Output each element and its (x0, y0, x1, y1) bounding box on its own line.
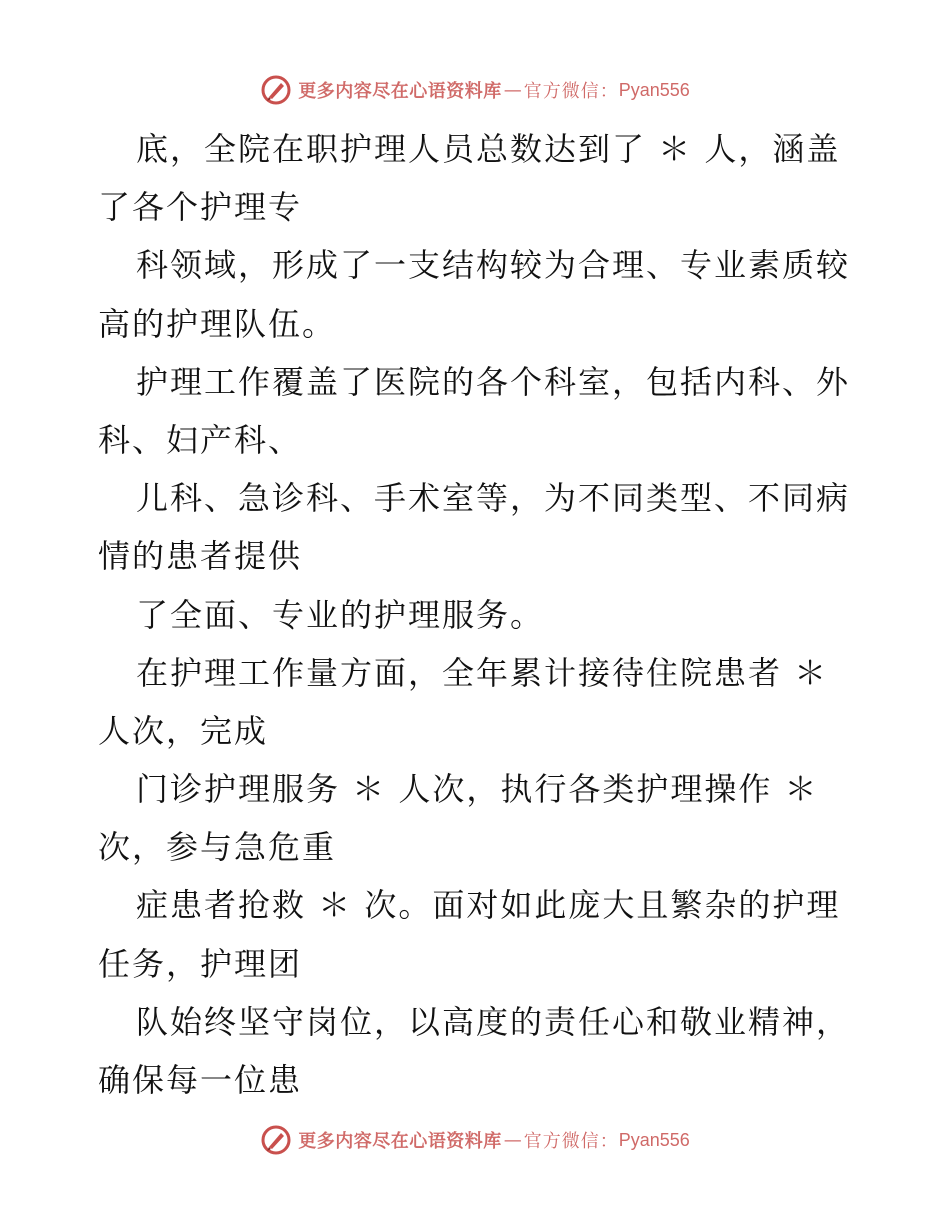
banner-text: 更多内容尽在心语资料库 (298, 1131, 502, 1152)
text-line: 科、妇产科、 (98, 420, 303, 459)
banner-dash: — (503, 1129, 522, 1151)
text-line: 门诊护理服务 ＊ 人次，执行各类护理操作 ＊ (136, 770, 819, 809)
banner-dash: — (503, 79, 522, 101)
banner-text: 更多内容尽在心语资料库 (298, 81, 502, 102)
text-line: 人次，完成 (98, 711, 269, 750)
text-line: 症患者抢救 ＊ 次。面对如此庞大且繁杂的护理 (136, 886, 841, 925)
text-line: 底，全院在职护理人员总数达到了 ＊ 人，涵盖 (136, 130, 841, 168)
banner-contact-label: 官方微信： (523, 81, 619, 102)
pen-logo-icon (260, 1124, 292, 1156)
document-body (98, 120, 858, 1109)
text-line: 队始终坚守岗位，以高度的责任心和敬业精神， (136, 1002, 851, 1041)
text-line: 护理工作覆盖了医院的各个科室，包括内科、外 (136, 362, 851, 401)
header-banner (0, 70, 950, 110)
text-line: 了各个护理专 (98, 188, 303, 227)
text-line: 高的护理队伍。 (98, 304, 337, 343)
banner-handle: Pyan556 (618, 1129, 690, 1150)
footer-banner (0, 1120, 950, 1160)
text-line: 次，参与急危重 (98, 828, 337, 867)
pen-logo-icon (260, 74, 292, 106)
banner-contact-label: 官方微信： (523, 1131, 619, 1152)
text-line: 任务，护理团 (98, 944, 303, 983)
text-line: 确保每一位患 (98, 1061, 303, 1099)
text-line: 科领域，形成了一支结构较为合理、专业素质较 (136, 246, 851, 285)
text-line: 在护理工作量方面，全年累计接待住院患者 ＊ (136, 653, 829, 692)
banner-handle: Pyan556 (618, 79, 690, 100)
text-line: 了全面、专业的护理服务。 (136, 595, 545, 634)
text-line: 儿科、急诊科、手术室等，为不同类型、不同病 (136, 479, 851, 518)
text-line: 情的患者提供 (98, 537, 303, 576)
